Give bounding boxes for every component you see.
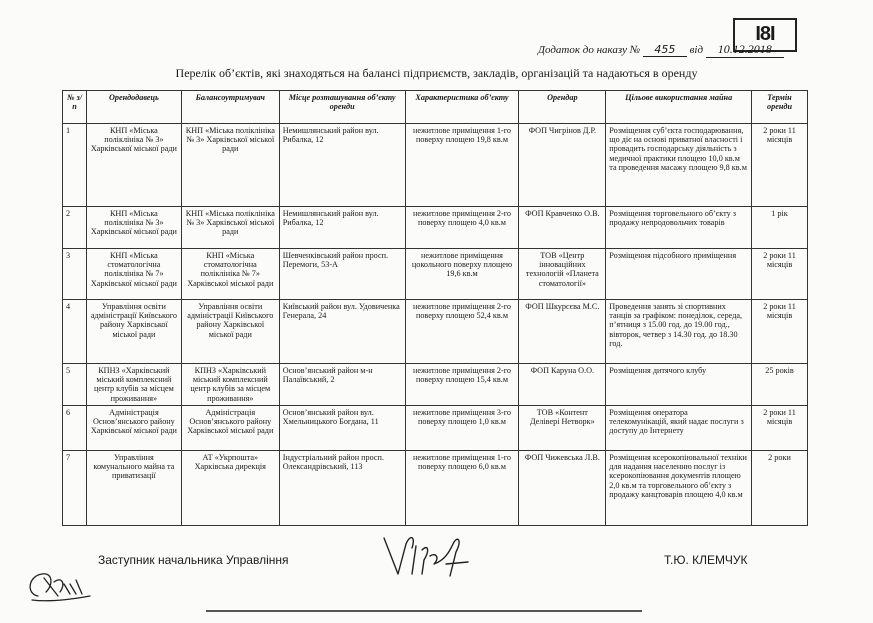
cell-lessor: КНП «Міська поліклініка № 3» Харківської міської ради (86, 207, 181, 249)
table-row (63, 406, 808, 451)
cell-location: Немишлянський район вул. Рибалка, 12 (279, 124, 405, 207)
cell-term: 2 роки 11 місяців (752, 124, 808, 207)
cell-holder: Управління освіти адміністрації Київського району Харківської міської ради (181, 300, 279, 364)
column-header: Характеристика об’єкту (405, 91, 519, 124)
cell-number: 4 (63, 300, 87, 364)
cell-number: 6 (63, 406, 87, 451)
cell-purpose: Розміщення оператора телекомунікацій, який надає послуги з доступу до Інтернету (606, 406, 752, 451)
cell-characteristics: нежитлове приміщення 1-го поверху площею 19,8 кв.м (405, 124, 519, 207)
table-header-row (63, 91, 808, 124)
cell-holder: АТ «Укрпошта» Харківська дирекція (181, 451, 279, 526)
registration-stamp: I8I (733, 18, 797, 52)
footer-rule (206, 610, 642, 612)
table-row (63, 249, 808, 300)
cell-purpose: Розміщення торговельного об’єкту з продажу непродовольчих товарів (606, 207, 752, 249)
cell-location: Індустріальний район просп. Олександрівський, 113 (279, 451, 405, 526)
annex-line (538, 42, 784, 58)
cell-holder: Адміністрація Основ’янського району Харківської міської ради (181, 406, 279, 451)
cell-holder: КПНЗ «Харківський міський комплексний центр клубів за місцем проживання» (181, 364, 279, 406)
objects-table (62, 90, 808, 526)
cell-lessor: Адміністрація Основ’янського району Харківської міської ради (86, 406, 181, 451)
cell-location: Київський район вул. Удовиченка Генерала, 24 (279, 300, 405, 364)
cell-lessor: Управління комунального майна та приватизації (86, 451, 181, 526)
table-row (63, 124, 808, 207)
cell-term: 2 роки 11 місяців (752, 300, 808, 364)
cell-number: 1 (63, 124, 87, 207)
cell-lessor: КПНЗ «Харківський міський комплексний центр клубів за місцем проживання» (86, 364, 181, 406)
cell-term: 2 роки 11 місяців (752, 249, 808, 300)
table-row (63, 364, 808, 406)
cell-tenant: ТОВ «Контент Делівері Нетворк» (519, 406, 606, 451)
cell-characteristics: нежитлове приміщення 1-го поверху площею 6,0 кв.м (405, 451, 519, 526)
cell-number: 7 (63, 451, 87, 526)
cell-lessor: КНП «Міська поліклініка № 3» Харківської міської ради (86, 124, 181, 207)
cell-number: 3 (63, 249, 87, 300)
cell-purpose: Розміщення дитячого клубу (606, 364, 752, 406)
cell-purpose: Розміщення ксерокопіювальної техніки для надання населенню послуг із ксерокопіювання документів площею 2,0 кв.м та торговельного об’єкту з продажу канцтоварів площею 4,0 кв.м (606, 451, 752, 526)
signatory-name: Т.Ю. КЛЕМЧУК (664, 553, 748, 567)
cell-tenant: ФОП Кравченко О.В. (519, 207, 606, 249)
cell-characteristics: нежитлове приміщення 2-го поверху площею 52,4 кв.м (405, 300, 519, 364)
cell-tenant: ФОП Чижевська Л.В. (519, 451, 606, 526)
cell-purpose: Проведення занять зі спортивних танців за графіком: понеділок, середа, п’ятниця з 15.00 год. до 19.00 год., вівторок, четвер з 14.30 год. до 18.30 год. (606, 300, 752, 364)
table-row (63, 207, 808, 249)
order-number: 455 (643, 43, 687, 57)
paraph-initials (24, 566, 94, 606)
cell-characteristics: нежитлове приміщення 2-го поверху площею 4,0 кв.м (405, 207, 519, 249)
cell-term: 25 років (752, 364, 808, 406)
column-header: Орендодавець (86, 91, 181, 124)
cell-location: Шевченківський район просп. Перемоги, 53-А (279, 249, 405, 300)
column-header: Цільове використання майна (606, 91, 752, 124)
cell-characteristics: нежитлове приміщення 2-го поверху площею 15,4 кв.м (405, 364, 519, 406)
annex-label: Додаток до наказу № (538, 44, 641, 56)
cell-term: 2 роки 11 місяців (752, 406, 808, 451)
signatory-position: Заступник начальника Управління (98, 553, 289, 567)
cell-purpose: Розміщення суб’єкта господарювання, що діє на основі приватної власності і провадить господарську діяльність з медичної практики площею 10,0 кв.м та проведення масажу площею 9,8 кв.м (606, 124, 752, 207)
column-header: № з/п (63, 91, 87, 124)
date-prefix: від (689, 44, 704, 56)
cell-lessor: КНП «Міська стоматологічна поліклініка № 7» Харківської міської ради (86, 249, 181, 300)
cell-holder: КНП «Міська поліклініка № 3» Харківської міської ради (181, 124, 279, 207)
cell-holder: КНП «Міська стоматологічна поліклініка № 7» Харківської міської ради (181, 249, 279, 300)
cell-tenant: ТОВ «Центр інноваційних технологій «Планета стоматології» (519, 249, 606, 300)
cell-term: 1 рік (752, 207, 808, 249)
cell-term: 2 роки (752, 451, 808, 526)
column-header: Місце розташування об’єкту оренди (279, 91, 405, 124)
column-header: Термін оренди (752, 91, 808, 124)
cell-location: Немишлянський район вул. Рибалка, 12 (279, 207, 405, 249)
cell-purpose: Розміщення підсобного приміщення (606, 249, 752, 300)
cell-number: 5 (63, 364, 87, 406)
cell-location: Основ’янський район вул. Хмельницького Богдана, 11 (279, 406, 405, 451)
handwritten-signature (376, 530, 476, 586)
document-title: Перелік об’єктів, які знаходяться на балансі підприємств, закладів, організацій та надаються в оренду (175, 66, 698, 80)
cell-number: 2 (63, 207, 87, 249)
cell-tenant: ФОП Шкурсєва М.С. (519, 300, 606, 364)
table-row (63, 451, 808, 526)
column-header: Орендар (519, 91, 606, 124)
cell-tenant: ФОП Каруна О.О. (519, 364, 606, 406)
table-row (63, 300, 808, 364)
cell-location: Основ’янський район м-н Палаївський, 2 (279, 364, 405, 406)
cell-lessor: Управління освіти адміністрації Київського району Харківської міської ради (86, 300, 181, 364)
cell-tenant: ФОП Чигрінов Д.Р. (519, 124, 606, 207)
cell-characteristics: нежитлове приміщення 3-го поверху площею 1,0 кв.м (405, 406, 519, 451)
cell-holder: КНП «Міська поліклініка № 3» Харківської міської ради (181, 207, 279, 249)
cell-characteristics: нежитлове приміщення цокольного поверху площею 19,6 кв.м (405, 249, 519, 300)
column-header: Балансоутримувач (181, 91, 279, 124)
order-date: 10.12.2018 (706, 42, 784, 58)
